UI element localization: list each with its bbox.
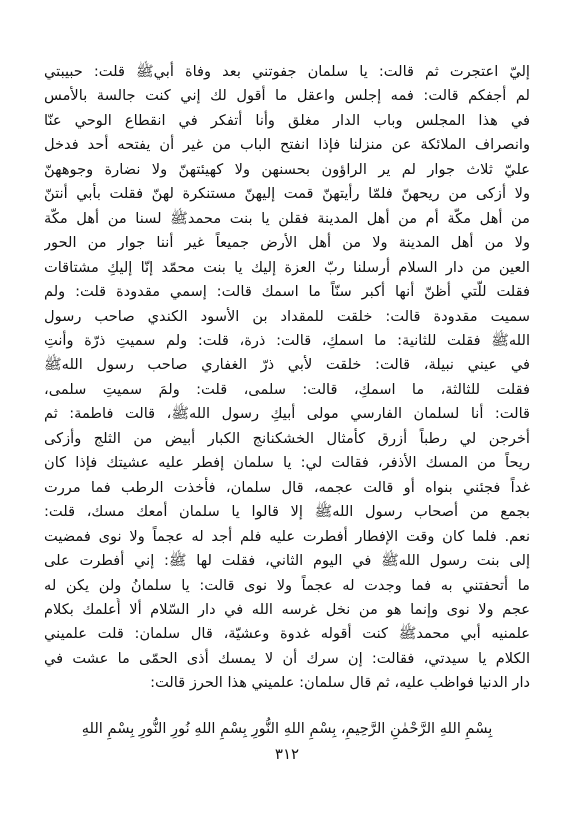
- text-line: فقلت للثالثة، ما اسمكِ، قالت: سلمى، قلت: ولمَ سميتِ سلمى،: [44, 380, 530, 398]
- body-text: [44, 60, 530, 696]
- text-line: الكلام يا سيدتي، فقالت: إن سرك أن لا يمسك أذى الحمّى ما عشت في: [44, 649, 530, 667]
- text-line: اللهﷺ فقلت للثانية: ما اسمكِ، قالت: ذرة، قلت: ولم سميتِ ذرّة وأنتِ: [44, 331, 530, 349]
- document-page: [44, 60, 530, 764]
- text-line: دار الدنيا فواظب عليه، ثم قال سلمان: علميني هذا الحرز قالت:: [150, 674, 530, 692]
- basmala-verse: بِسْمِ اللهِ الرَّحْمٰنِ الرَّحِيمِ، بِسْمِ اللهِ النُّورِ بِسْمِ اللهِ نُورِ النُّورِ بِسْمِ اللهِ: [81, 719, 493, 737]
- text-line: ولا من أهل المدينة ولا من أهل الأرض جميعاً غير أننا جوار من الحور: [44, 234, 530, 252]
- text-line: وانصراف الملائكة عن منزلنا فإذا انفتح الباب من غير أن يفتحه أحد فدخل: [44, 136, 530, 154]
- text-line: فقلت للّتي أظنّ أنها أكبر سنّاً ما اسمك قالت: إسمي مقدودة قلت: ولم: [44, 283, 530, 301]
- text-line: بجمع من أصحاب رسول اللهﷺ إلا قالوا يا سلمان أمعك مسك، قلت:: [44, 503, 530, 521]
- text-line: عليّ ثلاث جوار لم ير الراؤون بحسنهن ولا كهيئتهنّ ولا نضارة وجوههنّ: [44, 160, 530, 178]
- text-line: قالت: أنا لسلمان الفارسي مولى أبيكِ رسول اللهﷺ، قالت فاطمة: ثم: [44, 405, 530, 423]
- text-line: سميت مقدودة قالت: خلقت للمقداد بن الأسود الكندي صاحب رسول: [44, 307, 530, 325]
- text-line: من أهل مكّة أم من أهل المدينة فقلن يا بنت محمدﷺ لسنا من أهل مكّة: [44, 209, 530, 227]
- text-line: لم أجفكم قالت: فمه إجلس واعقل ما أقول لك إني كنت جالسة بالأمس: [44, 87, 530, 105]
- text-line: في عيني نبيلة، قالت: خلقت لأبي ذرّ الغفاري صاحب رسول اللهﷺ: [44, 356, 530, 374]
- page-number: ٣١٢: [274, 744, 300, 763]
- text-line: في هذا المجلس وباب الدار مغلق وأنا أتفكر في انقطاع الوحي عنّا: [44, 111, 530, 129]
- text-line: أخرجن لي رطباً أزرق كأمثال الخشكنانج الكبار أبيض من الثلج وأزكى: [44, 429, 530, 447]
- text-line: إليّ اعتجرت ثم قالت: يا سلمان جفوتني بعد وفاة أبيﷺ قلت: حبيبتي: [44, 63, 530, 80]
- text-line: ريحاً من المسك الأذفر، فقالت لي: يا سلمان إفطر عليه عشيتك فإذا كان: [44, 454, 530, 472]
- text-line: غداً فجئني بنواه أو قالت عجمه، قال سلمان، فأخذت الرطب فما مررت: [44, 478, 530, 496]
- text-line: إلى بنت رسول اللهﷺ في اليوم الثاني، فقلت لها ﷺ: إني أفطرت على: [44, 552, 530, 570]
- text-line: ما أتحفتني به فما وجدت له عجماً ولا نوى قالت: يا سلمانُ ولن يكن له: [44, 576, 530, 594]
- text-line: عجم ولا نوى وإنما هو من نخل غرسه الله في دار السّلام ألا أُعلمك بكلام: [44, 600, 530, 618]
- text-line: العين من دار السلام أرسلنا ربّ العزة إليك يا بنت محمّد إنّا إليكِ مشتاقات: [44, 258, 530, 276]
- text-line: نعم. فلما كان وقت الإفطار أفطرت عليه فلم أجد له عجماً ولا نوى فمضيت: [44, 527, 530, 545]
- text-line: ولا أزكى من ريحهنّ فلمّا رأيتهنّ قمت إليهنّ مستنكرة لهنّ فقلت بأبي أنتنّ: [44, 185, 530, 203]
- text-line: علمنيه أبي محمدﷺ كنت أقوله غدوة وعشيّة، قال سلمان: قلت علميني: [44, 625, 530, 643]
